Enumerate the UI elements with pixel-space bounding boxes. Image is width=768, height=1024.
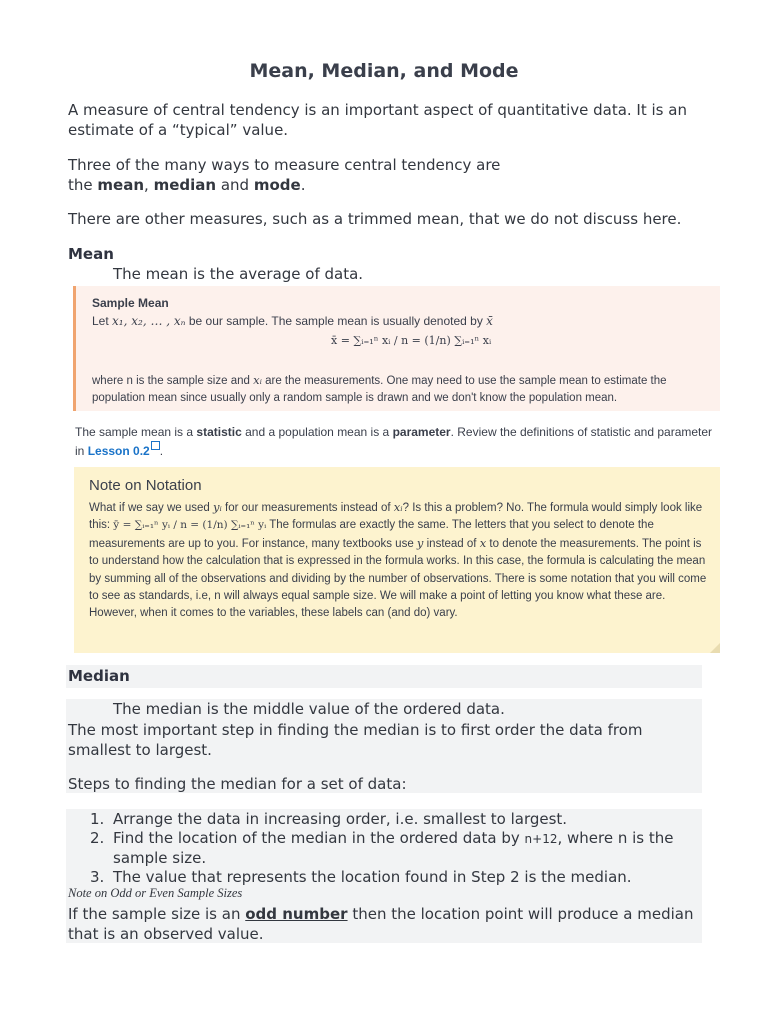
step-number: 3. xyxy=(90,868,105,886)
odd-sample-paragraph xyxy=(68,904,698,944)
step-number: 2. xyxy=(90,829,105,847)
text: instead of xyxy=(426,537,477,550)
xbar-symbol: x̄ xyxy=(486,314,493,328)
page-title: Mean, Median, and Mode xyxy=(249,60,519,82)
intro-text: Three of the many ways to measure central tendency are xyxy=(68,156,501,174)
lesson-link[interactable] xyxy=(88,444,160,458)
term-parameter: parameter xyxy=(392,425,451,439)
xi-symbol: xᵢ xyxy=(393,500,403,514)
note-formula: ȳ = ∑ᵢ₌₁ⁿ yᵢ / n = (1/n) ∑ᵢ₌₁ⁿ yᵢ xyxy=(113,519,267,532)
sample-mean-box xyxy=(73,286,720,411)
term-statistic: statistic xyxy=(196,425,242,439)
y-symbol: y xyxy=(416,535,424,550)
median-steps-list xyxy=(90,810,700,887)
text: Let xyxy=(92,314,109,328)
intro-paragraph-3: There are other measures, such as a trimmed mean, that we do not discuss here. xyxy=(68,210,682,228)
punct: . xyxy=(300,176,306,194)
median-heading: Median xyxy=(68,667,130,685)
text: to denote the measurements. The point is to understand how the calculation that is expressed in the formula works. In this case, the formula is calculating the mean by summing all of the observations and dividing by the number of observations. There is some notation that you will come to see as standards, i.e, n will always equal sample size. We will make a point of letting you know what these are. However, when it comes to the variables, these labels can (and do) vary. xyxy=(89,537,707,620)
step-number: 1. xyxy=(90,810,105,828)
note-on-notation-box xyxy=(74,467,720,653)
median-steps-intro: Steps to finding the median for a set of data: xyxy=(68,775,407,793)
median-heading-bg xyxy=(66,665,702,688)
lesson-link-text: Lesson 0.2 xyxy=(87,444,150,458)
text: What if we say we used xyxy=(89,502,210,514)
text: then the location point will produce a median that is an observed value. xyxy=(68,905,694,943)
external-link-icon xyxy=(151,441,160,450)
text: The formulas are exactly the same. The letters that you select to denote the measurements are up to you. For instance, many textbooks use xyxy=(89,519,654,550)
term-mean: mean xyxy=(97,176,145,194)
step-text: Arrange the data in increasing order, i.e. smallest to largest. xyxy=(113,810,568,828)
xi-symbol: xᵢ xyxy=(253,373,262,387)
sample-mean-formula: x̄ = ∑ᵢ₌₁ⁿ xᵢ / n = (1/n) ∑ᵢ₌₁ⁿ xᵢ xyxy=(331,334,492,347)
mean-definition: The mean is the average of data. xyxy=(113,265,364,283)
text: and a population mean is a xyxy=(245,425,390,439)
median-paragraph: The most important step in finding the median is to first order the data from smallest to largest. xyxy=(68,721,643,759)
sample-mean-title: Sample Mean xyxy=(92,296,169,310)
odd-even-note-heading: Note on Odd or Even Sample Sizes xyxy=(68,886,243,900)
sample-mean-line xyxy=(92,314,493,328)
text: be our sample. The sample mean is usually denoted by xyxy=(188,314,483,328)
list-item xyxy=(90,868,700,887)
statistic-parameter-paragraph xyxy=(75,424,715,460)
median-definition: The median is the middle value of the ordered data. xyxy=(113,700,505,718)
x-symbol: x xyxy=(479,535,487,550)
intro-paragraph-2 xyxy=(68,155,708,195)
term-mode: mode xyxy=(253,176,301,194)
term-odd-number: odd number xyxy=(245,905,348,923)
list-item xyxy=(90,829,700,868)
mean-heading: Mean xyxy=(68,245,114,263)
text: . Review the definitions of statistic and parameter in xyxy=(75,425,713,458)
intro-text: and xyxy=(220,176,250,194)
text: , where n is the sample size. xyxy=(113,829,674,867)
note-title: Note on Notation xyxy=(89,477,202,494)
list-item xyxy=(90,810,700,829)
text: for our measurements instead of xyxy=(225,502,391,514)
term-median: median xyxy=(153,176,217,194)
intro-paragraph-1: A measure of central tendency is an important aspect of quantitative data. It is an estimate of a “typical” value. xyxy=(68,101,687,139)
step-text xyxy=(113,829,700,868)
step-text: The value that represents the location found in Step 2 is the median. xyxy=(113,868,632,886)
text: where n is the sample size and xyxy=(92,375,250,387)
text: If the sample size is an xyxy=(68,905,241,923)
yi-symbol: yᵢ xyxy=(213,500,222,514)
text: The sample mean is a xyxy=(75,425,194,439)
text: are the measurements. One may need to use the sample mean to estimate the population mean since usually only a random sample is drawn and we don't know the population mean. xyxy=(92,375,667,404)
punct: , xyxy=(144,176,149,194)
text: Find the location of the median in the ordered data by xyxy=(113,829,520,847)
note-body xyxy=(89,499,709,623)
sample-variables: x₁, x₂, … , xₙ xyxy=(112,314,186,328)
intro-text: the xyxy=(68,176,93,194)
page-fold-corner xyxy=(710,643,720,653)
sample-mean-explanation xyxy=(92,372,712,407)
text: ? Is this a problem? No. The formula would simply look like this: xyxy=(89,502,703,532)
median-location-formula: n+12 xyxy=(524,832,558,846)
punct: . xyxy=(159,444,164,458)
